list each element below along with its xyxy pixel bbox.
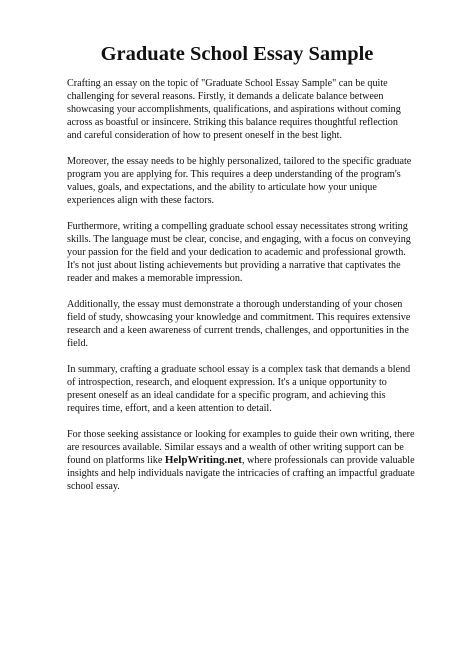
document-body xyxy=(67,77,415,506)
helpwriting-link[interactable]: HelpWriting.net xyxy=(164,454,242,466)
paragraph-4: Additionally, the essay must demonstrate a thorough understanding of your chosen field of study, showcasing your knowledge and commitment. This requires extensive research and a keen awareness of current trends, challenges, and opportunities in the field. xyxy=(67,299,411,349)
paragraph-5: In summary, crafting a graduate school essay is a complex task that demands a blend of introspection, research, and eloquent expression. It's a unique opportunity to present oneself as an ideal candidate for a specific program, and achieving this requires time, effort, and a keen attention to detail. xyxy=(67,364,411,414)
document-title: Graduate School Essay Sample xyxy=(100,43,374,65)
paragraph-6 xyxy=(67,428,415,493)
paragraph-2: Moreover, the essay needs to be highly personalized, tailored to the specific graduate program you are applying for. This requires a deep understanding of the program's values, goals, and expectations, and the ability to articulate how your unique experiences align with these factors. xyxy=(67,156,412,206)
paragraph-3: Furthermore, writing a compelling graduate school essay necessitates strong writing skills. The language must be clear, concise, and engaging, with a focus on conveying your passion for the field and your dedication to academic and professional growth. It's not just about listing achievements but providing a narrative that captivates the reader and makes a memorable impression. xyxy=(67,221,411,284)
paragraph-6-text-before: For those seeking assistance or looking for examples to guide their own writing, there are resources available. Similar essays and a wealth of other writing support can be found on platforms like xyxy=(67,429,415,466)
paragraph-1: Crafting an essay on the topic of "Graduate School Essay Sample" can be quite challenging for several reasons. Firstly, it demands a delicate balance between showcasing your accomplishments, qualifications, and aspirations without coming across as boastful or insincere. Striking this balance requires thoughtful reflection and careful consideration of how to present oneself in the best light. xyxy=(67,78,401,141)
paragraph-6-text-after: , where professionals can provide valuable insights and help individuals navigate the intricacies of crafting an impactful graduate school essay. xyxy=(67,455,415,492)
